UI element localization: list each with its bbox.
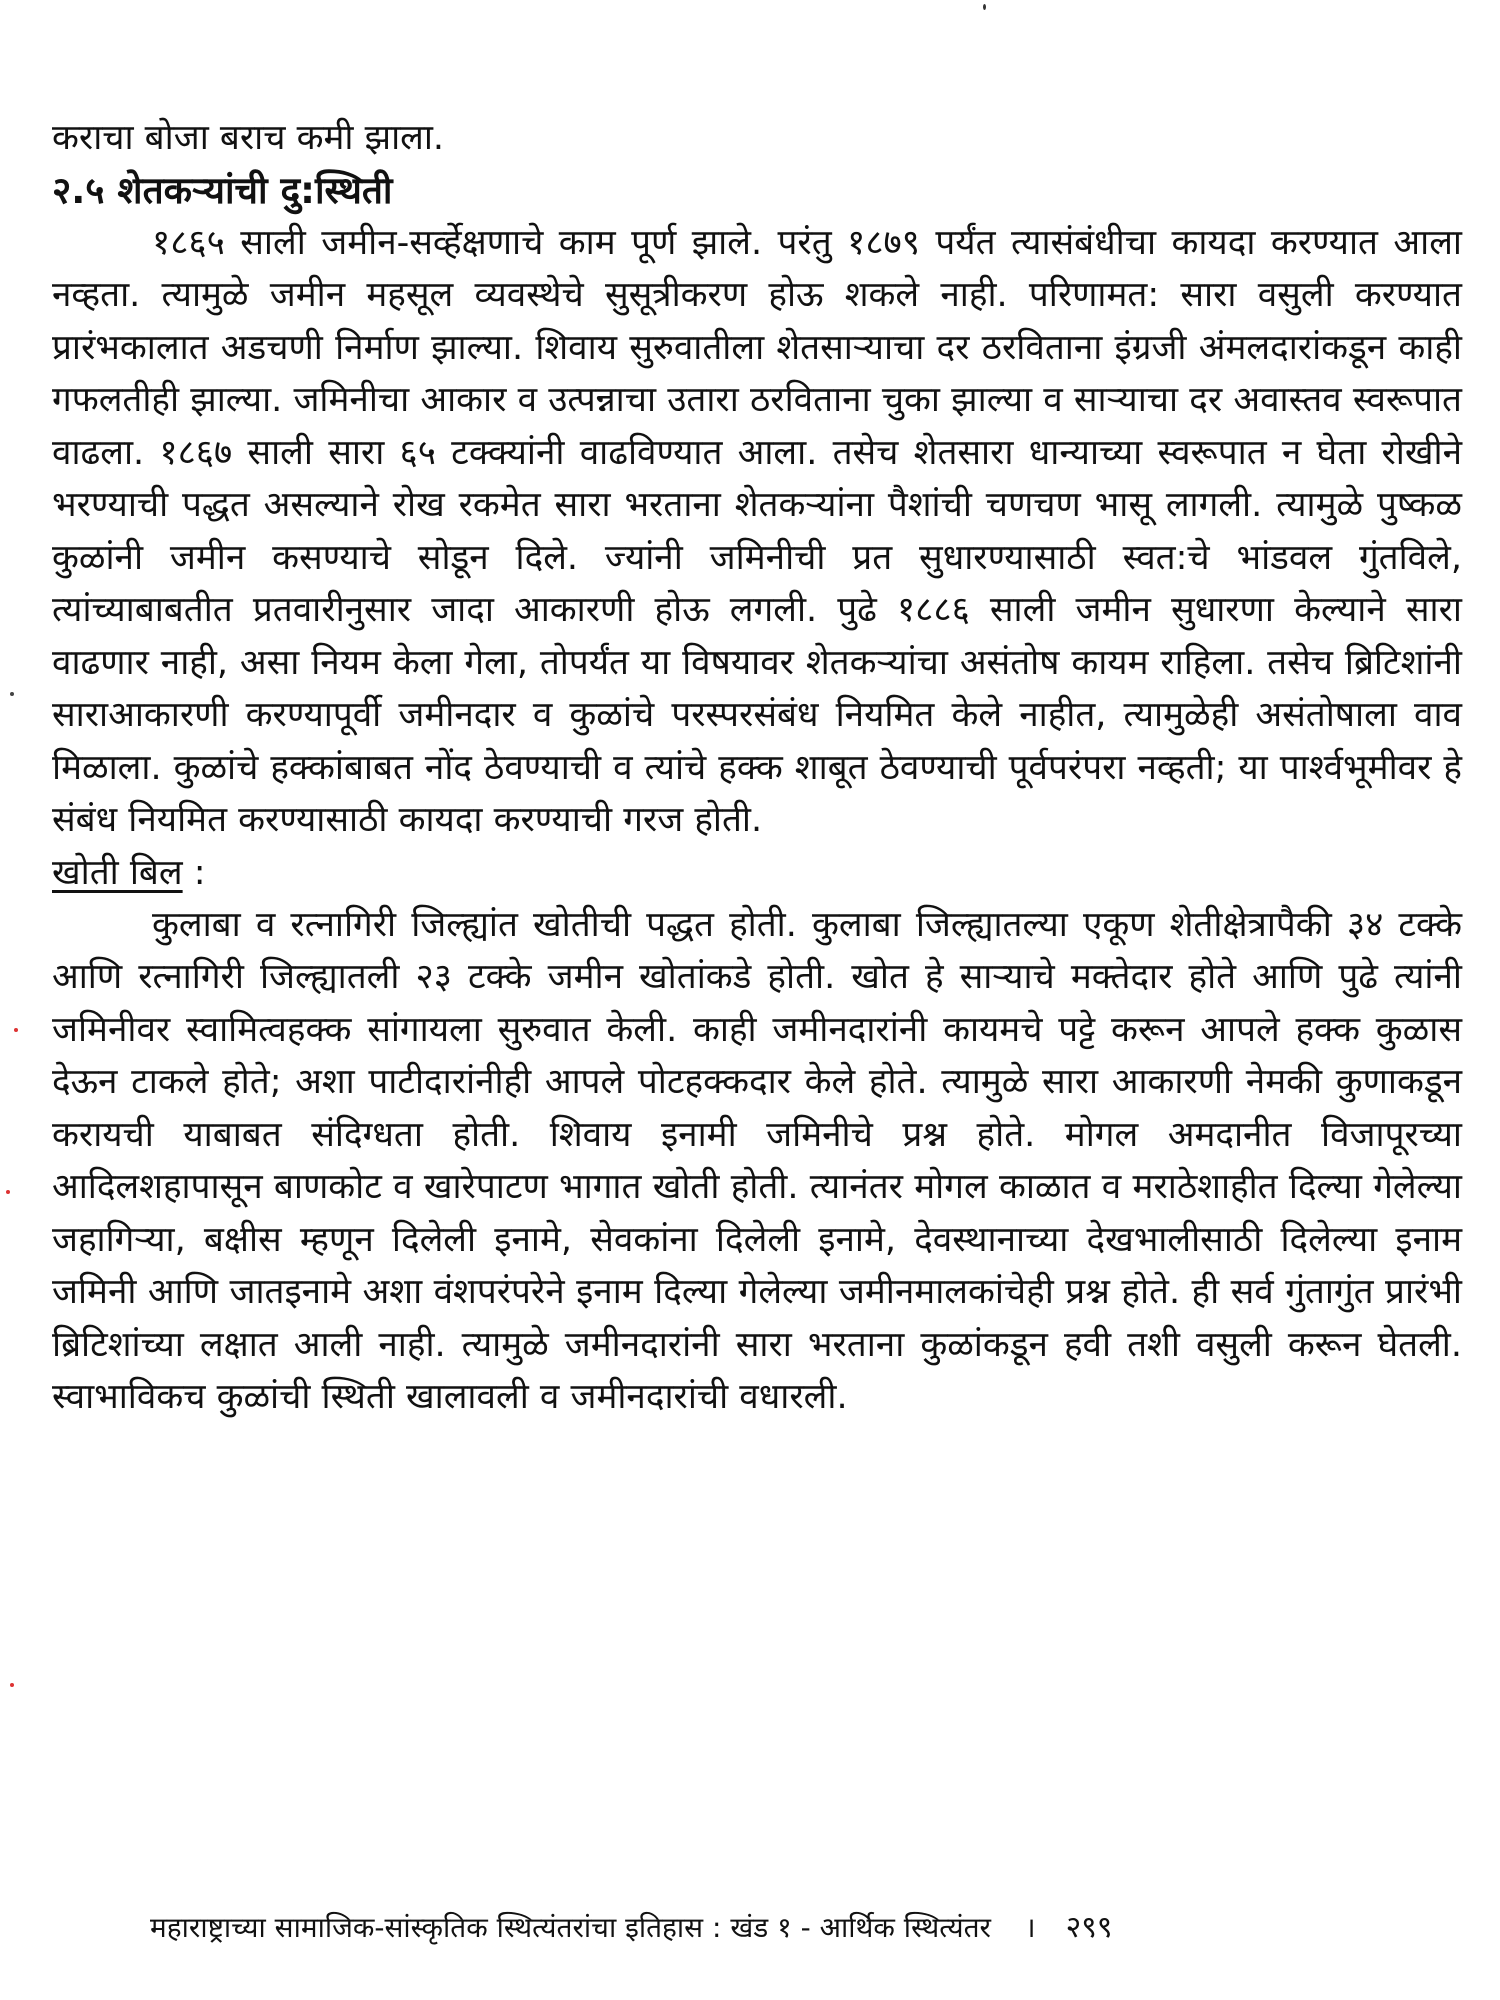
subheading-text: खोती बिल bbox=[52, 852, 183, 893]
footer-page-number: २९९ bbox=[1065, 1910, 1113, 1945]
paragraph-farmers-condition: १८६५ साली जमीन-सर्व्हेक्षणाचे काम पूर्ण झाले. परंतु १८७९ पर्यंत त्यासंबंधीचा कायदा करण्यात आला नव्हता. त्यामुळे जमीन महसूल व्यवस्थेचे सुसूत्रीकरण होऊ शकले नाही. परिणामत: सारा वसुली करण्यात प्रारंभकालात अडचणी निर्माण झाल्या. शिवाय सुरुवातीला शेतसाऱ्याचा दर ठरविताना इंग्रजी अंमलदारांकडून काही गफलतीही झाल्या. जमिनीचा आकार व उत्पन्नाचा उतारा ठरविताना चुका झाल्या व साऱ्याचा दर अवास्तव स्वरूपात वाढला. १८६७ साली सारा ६५ टक्क्यांनी वाढविण्यात आला. तसेच शेतसारा धान्याच्या स्वरूपात न घेता रोखीने भरण्याची पद्धत असल्याने रोख रकमेत सारा भरताना शेतकऱ्यांना पैशांची चणचण भासू लागली. त्यामुळे पुष्कळ कुळांनी जमीन कसण्याचे सोडून दिले. ज्यांनी जमिनीची प्रत सुधारण्यासाठी स्वत:चे भांडवल गुंतविले, त्यांच्याबाबतीत प्रतवारीनुसार जादा आकारणी होऊ लगली. पुढे १८८६ साली जमीन सुधारणा केल्याने सारा वाढणार नाही, असा नियम केला गेला, तोपर्यंत या विषयावर शेतकऱ्यांचा असंतोष कायम राहिला. तसेच ब्रिटिशांनी साराआकारणी करण्यापूर्वी जमीनदार व कुळांचे परस्परसंबंध नियमित केले नाहीत, त्यामुळेही असंतोषाला वाव मिळाला. कुळांचे हक्कांबाबत नोंद ठेवण्याची व त्यांचे हक्क शाबूत ठेवण्याची पूर्वपरंपरा नव्हती; या पार्श्वभूमीवर हे संबंध नियमित करण्यासाठी कायदा करण्याची गरज होती. bbox=[52, 222, 1462, 840]
opening-line: कराचा बोजा बराच कमी झाला. bbox=[52, 118, 445, 158]
scan-speck bbox=[14, 1028, 18, 1032]
scan-speck bbox=[10, 692, 14, 696]
scan-speck bbox=[10, 1683, 14, 1687]
subheading-khoti-bill bbox=[52, 847, 1462, 899]
page-body bbox=[52, 112, 1462, 1424]
section-heading: २.५ शेतकऱ्यांची दु:स्थिती bbox=[52, 168, 393, 212]
page-footer bbox=[150, 1908, 1450, 1948]
scan-speck bbox=[6, 1190, 10, 1194]
subheading-colon: : bbox=[182, 852, 206, 893]
scan-speck bbox=[983, 4, 986, 10]
footer-book-title: महाराष्ट्राच्या सामाजिक-सांस्कृतिक स्थित्यंतरांचा इतिहास : खंड १ - आर्थिक स्थित्यंतर bbox=[150, 1911, 991, 1944]
footer-separator: । bbox=[1025, 1911, 1036, 1944]
paragraph-khoti-system: कुलाबा व रत्नागिरी जिल्ह्यांत खोतीची पद्धत होती. कुलाबा जिल्ह्यातल्या एकूण शेतीक्षेत्रापैकी ३४ टक्के आणि रत्नागिरी जिल्ह्यातली २३ टक्के जमीन खोतांकडे होती. खोत हे साऱ्याचे मक्तेदार होते आणि पुढे त्यांनी जमिनीवर स्वामित्वहक्क सांगायला सुरुवात केली. काही जमीनदारांनी कायमचे पट्टे करून आपले हक्क कुळास देऊन टाकले होते; अशा पाटीदारांनीही आपले पोटहक्कदार केले होते. त्यामुळे सारा आकारणी नेमकी कुणाकडून करायची याबाबत संदिग्धता होती. शिवाय इनामी जमिनीचे प्रश्न होते. मोगल अमदानीत विजापूरच्या आदिलशहापासून बाणकोट व खारेपाटण भागात खोती होती. त्यानंतर मोगल काळात व मराठेशाहीत दिल्या गेलेल्या जहागिऱ्या, बक्षीस म्हणून दिलेली इनामे, सेवकांना दिलेली इनामे, देवस्थानाच्या देखभालीसाठी दिलेल्या इनाम जमिनी आणि जातइनामे अशा वंशपरंपरेने इनाम दिल्या गेलेल्या जमीनमालकांचेही प्रश्न होते. ही सर्व गुंतागुंत प्रारंभी ब्रिटिशांच्या लक्षात आली नाही. त्यामुळे जमीनदारांनी सारा भरताना कुळांकडून हवी तशी वसुली करून घेतली. स्वाभाविकच कुळांची स्थिती खालावली व जमीनदारांची वधारली. bbox=[52, 904, 1462, 1417]
